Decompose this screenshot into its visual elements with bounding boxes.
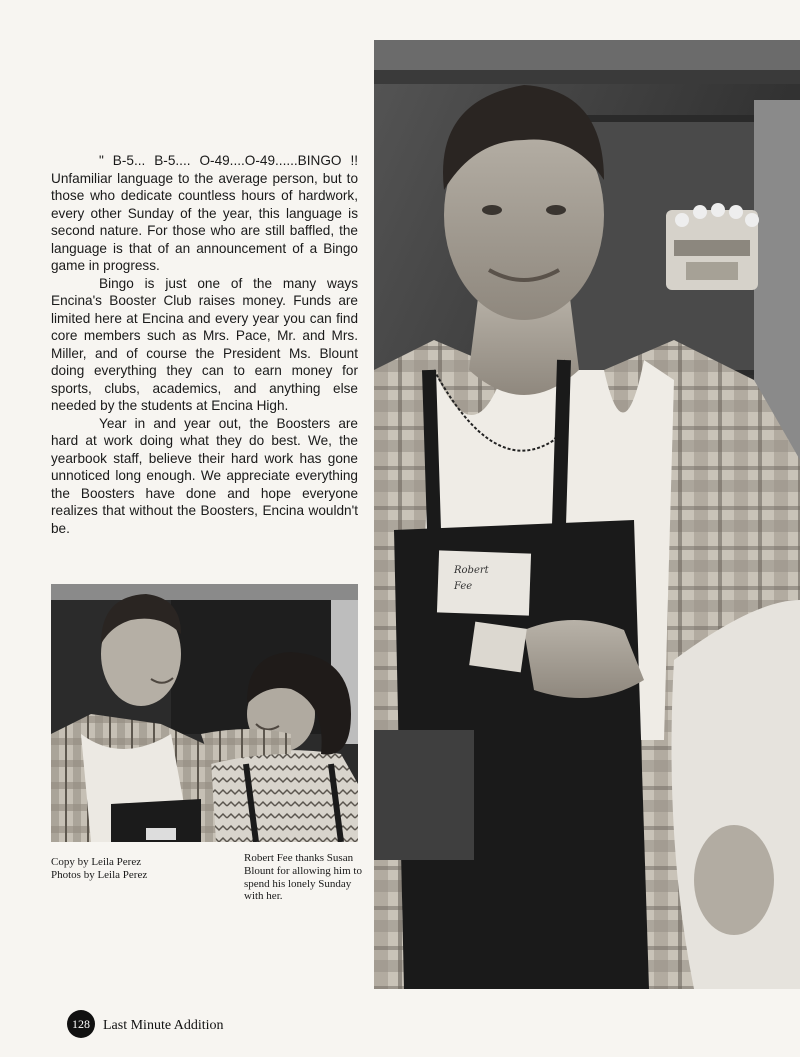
folio xyxy=(67,1010,224,1038)
photo-robert-fee-image xyxy=(374,40,800,989)
photos-credit: Photos by Leila Perez xyxy=(51,869,148,881)
article-body xyxy=(51,152,358,537)
photo-robert-and-susan-image xyxy=(51,584,358,842)
page-number-badge: 128 xyxy=(67,1010,95,1038)
svg-text:Fee: Fee xyxy=(454,581,473,592)
photo-caption: Robert Fee thanks Susan Blount for allowing him to spend his lonely Sunday with her. xyxy=(244,852,362,903)
name-tag-robert-fee xyxy=(437,550,531,615)
section-title: Last Minute Addition xyxy=(103,1018,224,1033)
photo-robert-and-susan xyxy=(51,584,358,842)
copy-credit: Copy by Leila Perez xyxy=(51,856,142,868)
bingo-sign xyxy=(666,203,759,290)
photo-robert-fee xyxy=(374,40,800,989)
photo-credits xyxy=(51,856,211,882)
article-paragraph-2: Bingo is just one of the many ways Encina's Booster Club raises money. Funds are limited here at Encina and every year you can find core members such as Mrs. Pace, Mr. and Mrs. Miller, and of course the President Ms. Blount doing everything they can to earn money for sports, clubs, academics, and anything else needed by the students at Encina High. xyxy=(51,275,358,413)
svg-text:Robert: Robert xyxy=(454,565,489,576)
article-paragraph-3: Year in and year out, the Boosters are hard at work doing what they do best. We, the yearbook staff, believe their hard work has gone unnoticed long enough. We appreciate everything the Boosters have done and hope everyone realizes that without the Boosters, Encina wouldn't be. xyxy=(51,415,358,536)
article-paragraph-1: " B-5... B-5.... O-49....O-49......BINGO !! Unfamiliar language to the average person, but to those who dedicate countless hours of hardwork, every other Sunday of the year, this language is second nature. For those who are still baffled, the language is that of an announcement of a Bingo game in progress. xyxy=(51,153,358,273)
